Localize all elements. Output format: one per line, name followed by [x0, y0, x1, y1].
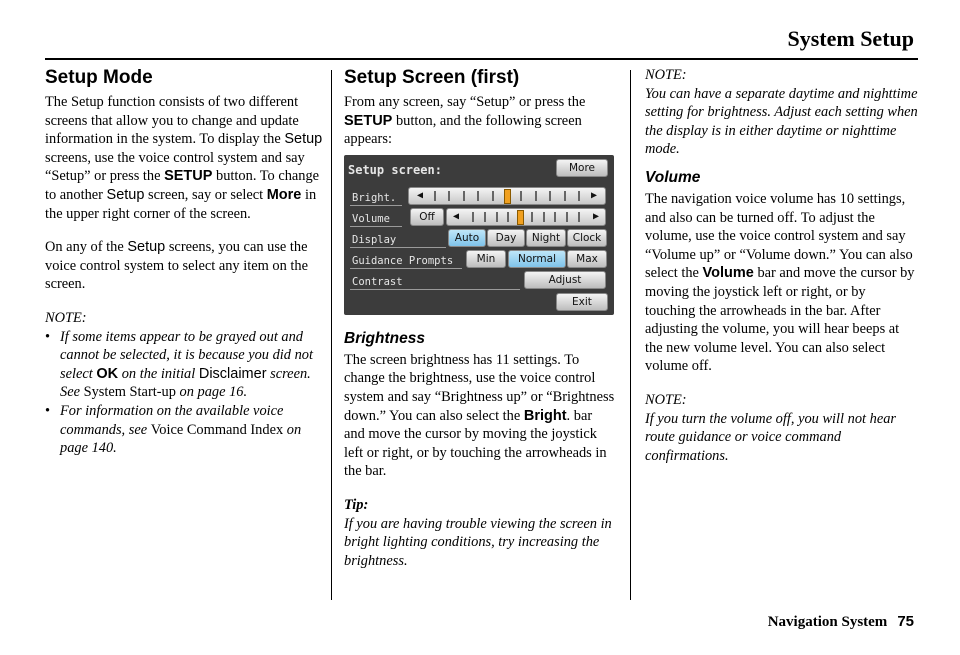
contrast-label: Contrast — [352, 275, 403, 288]
volume-tick — [507, 212, 509, 222]
right-arrow-icon[interactable]: ▶ — [592, 210, 599, 222]
brightness-cursor[interactable] — [504, 189, 511, 204]
exit-button[interactable]: Exit — [556, 293, 608, 311]
setup-screen-image — [344, 155, 614, 315]
volume-tick — [578, 212, 580, 222]
display-label: Display — [352, 233, 397, 246]
brightness-tick — [434, 191, 436, 201]
column-divider-1 — [331, 70, 332, 600]
footer-label: Navigation System — [767, 614, 888, 630]
brightness-tick — [578, 191, 580, 201]
guidance-min-button[interactable]: Min — [466, 250, 506, 268]
screen-title: Setup screen: — [348, 162, 442, 177]
brightness-bar[interactable] — [408, 187, 606, 205]
page-footer — [768, 613, 914, 631]
display-clock-button[interactable]: Clock — [567, 229, 607, 247]
note-label: NOTE: — [45, 309, 87, 326]
brightness-tick — [549, 191, 551, 201]
display-night-button[interactable]: Night — [526, 229, 566, 247]
setup-mode-paragraph: The Setup function consists of two different screens that allow you to change and update information in the system. To display the Setup screens, use the voice control system and say “Setup” or press the SETUP button. To change to another Setup screen, say or select More in the upper right corner of the screen. — [45, 94, 323, 222]
brightness-tick — [463, 191, 465, 201]
tip-label: Tip: — [344, 496, 369, 513]
note-label: NOTE: — [645, 391, 687, 408]
volume-note-text: If you turn the volume off, you will not hear route guidance or voice command confirmations. — [645, 410, 896, 464]
volume-underline — [350, 226, 402, 227]
volume-tick — [496, 212, 498, 222]
bright-label: Bright. — [352, 191, 397, 204]
brightness-tick — [535, 191, 537, 201]
brightness-paragraph: The screen brightness has 11 settings. To change the brightness, use the voice control system and say “Brightness up” or “Brightness down.” You can also select the Bright. bar and move the cursor by moving the joystick left or right, or by touching the arrowheads in the bar. — [344, 351, 615, 480]
bright-underline — [350, 205, 402, 206]
tip-text: If you are having trouble viewing the screen in bright lighting conditions, try increasing the brightness. — [344, 515, 612, 569]
note-bullet-grayed-out: • If some items appear to be grayed out and cannot be selected, it is because you did not select OK on the initial Disclaimer screen. See System Start-up on page 16. — [45, 328, 323, 402]
setup-screens-paragraph: On any of the Setup screens, you can use the voice control system to select any item on the screen. — [45, 239, 308, 293]
brightness-tick — [564, 191, 566, 201]
guidance-normal-button[interactable]: Normal — [508, 250, 566, 268]
setup-screen-intro: From any screen, say “Setup” or press the SETUP button, and the following screen appears: — [344, 94, 586, 148]
right-arrow-icon[interactable]: ▶ — [590, 189, 597, 201]
brightness-tick — [492, 191, 494, 201]
contrast-underline — [350, 289, 520, 290]
page-title: System Setup — [787, 26, 914, 51]
volume-tick — [531, 212, 533, 222]
brightness-heading: Brightness — [344, 329, 425, 347]
guidance-underline — [350, 268, 462, 269]
column-3 — [645, 66, 919, 480]
volume-tick — [484, 212, 486, 222]
volume-bar[interactable] — [446, 208, 606, 226]
volume-paragraph: The navigation voice volume has 10 settings, and also can be turned off. To adjust the volume, use the voice control system and say “Volume up” or “Volume down.” You can also select the Volume bar and move the cursor by moving the joystick left or right, or by touching the arrowheads in the bar. After adjusting the volume, you will hear beeps at the new volume level. You can also select volume off. — [645, 190, 915, 375]
more-button[interactable]: More — [556, 159, 608, 177]
volume-heading: Volume — [645, 168, 701, 186]
left-arrow-icon[interactable]: ◀ — [417, 189, 424, 201]
display-day-button[interactable]: Day — [487, 229, 525, 247]
volume-tick — [472, 212, 474, 222]
volume-tick — [543, 212, 545, 222]
column-1 — [45, 66, 323, 458]
display-underline — [350, 247, 446, 248]
column-2 — [344, 66, 616, 585]
volume-label: Volume — [352, 212, 390, 225]
volume-tick — [566, 212, 568, 222]
guidance-max-button[interactable]: Max — [567, 250, 607, 268]
display-auto-button[interactable]: Auto — [448, 229, 486, 247]
note-label: NOTE: — [645, 67, 687, 83]
volume-off-button[interactable]: Off — [410, 208, 444, 226]
top-rule — [45, 58, 918, 60]
brightness-tick — [520, 191, 522, 201]
setup-mode-heading: Setup Mode — [45, 67, 153, 88]
volume-cursor[interactable] — [517, 210, 524, 225]
column-divider-2 — [630, 70, 631, 600]
guidance-prompts-label: Guidance Prompts — [352, 254, 454, 267]
note-bullet-voice-commands: • For information on the available voice commands, see Voice Command Index on page 140. — [45, 402, 323, 458]
page-number: 75 — [897, 613, 914, 630]
contrast-adjust-button[interactable]: Adjust — [524, 271, 606, 289]
brightness-tick — [448, 191, 450, 201]
left-arrow-icon[interactable]: ◀ — [453, 210, 460, 222]
setup-screen-heading: Setup Screen (first) — [344, 67, 520, 88]
note-list — [45, 328, 323, 458]
brightness-tick — [477, 191, 479, 201]
volume-tick — [554, 212, 556, 222]
brightness-note-text: You can have a separate daytime and nighttime setting for brightness. Adjust each setting when the display is in either daytime or nighttime mode. — [645, 85, 918, 158]
